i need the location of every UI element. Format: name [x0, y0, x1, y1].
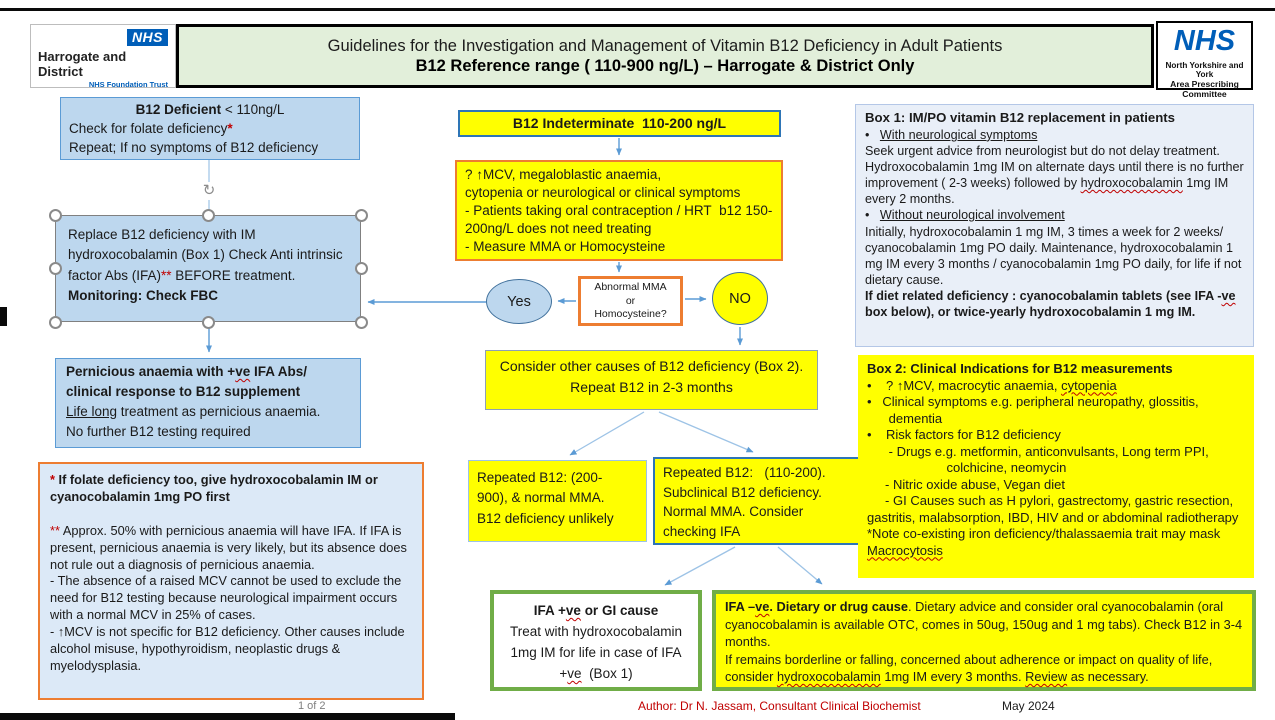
ifa-negative-main: IFA –ve. Dietary or drug cause. Dietary advice and consider oral cyanocobalamin (oral cyanocobalamin is available OTC, comes in 50ug, 150ug and 1 mg tabs). Check B12 in 3-4 months. — [725, 599, 1246, 650]
replace-b12-text: Replace B12 deficiency with IM hydroxocobalamin (Box 1) Check Anti intrinsic factor Abs (IFA)** BEFORE treatment. Monitoring: Check FBC — [68, 227, 347, 303]
b12-deficient-box[interactable]: B12 Deficient < 110ng/L Check for folate deficiency* Repeat; If no symptoms of B12 deficiency — [60, 97, 360, 160]
pernicious-anaemia-box[interactable]: Pernicious anaemia with +ve IFA Abs/ clinical response to B12 supplement Life long treatment as pernicious anaemia. No further B12 testing required — [55, 358, 361, 448]
nhs-harrogate-logo — [30, 24, 176, 88]
footnote-ifa: ** Approx. 50% with pernicious anaemia will have IFA. If IFA is present, pernicious anaemia is very likely, but its absence does not rule out a diagnosis of pernicious anaemia. — [50, 522, 411, 572]
yes-ellipse[interactable]: Yes — [486, 279, 552, 324]
replace-b12-box-selected[interactable] — [55, 215, 361, 322]
selection-handle[interactable] — [355, 209, 368, 222]
page-title — [176, 24, 1154, 88]
box1-diet-note: If diet related deficiency : cyanocobalamin tablets (see IFA -ve box below), or twice-yearly hydroxocobalamin 1 mg IM. — [865, 288, 1239, 320]
b12-indeterminate-box[interactable]: B12 Indeterminate 110-200 ng/L — [458, 110, 781, 137]
author-credit: Author: Dr N. Jassam, Consultant Clinical Biochemist — [638, 699, 921, 713]
logo-org-subtitle: NHS Foundation Trust — [88, 80, 168, 89]
selection-handle[interactable] — [355, 262, 368, 275]
box1-neuro-body: Seek urgent advice from neurologist but do not delay treatment. Hydroxocobalamin 1mg IM on alternate days until there is no further improvement ( 2-3 weeks) followed by hydroxocobalamin 1mg IM every 2 months. — [865, 144, 1248, 207]
repeated-b12-subclinical-box[interactable]: Repeated B12: (110-200). Subclinical B12 deficiency. Normal MMA. Consider checking IFA — [653, 457, 860, 545]
ifa-negative-box[interactable] — [712, 590, 1256, 691]
selection-handle[interactable] — [49, 209, 62, 222]
footnote-mcv-absence: - The absence of a raised MCV cannot be used to exclude the need for B12 testing because neurological impairment occurs with a normal MCV in 25% of cases. — [50, 573, 405, 623]
box1-no-neuro-body: Initially, hydroxocobalamin 1 mg IM, 3 times a week for 2 weeks/ cyanocobalamin 1mg PO daily. Maintenance, hydroxocobalamin 1 mg IM every 3 months / cyanocobalamin 1mg PO daily, for life if not dietary cause. — [865, 224, 1245, 287]
selection-handle[interactable] — [49, 262, 62, 275]
ifa-negative-followup: If remains borderline or falling, concerned about adherence or impact on quality of life, consider hydroxocobalamin 1mg IM every 3 months. Review as necessary. — [725, 651, 1216, 685]
box1-bullet-no-neuro: • Without neurological involvement — [865, 208, 1065, 223]
arrow-subclinical-to-ifa-negative — [778, 547, 822, 584]
box1-replacement-panel[interactable] — [855, 104, 1254, 347]
arrow-consider-to-repeat-subclinical — [659, 412, 753, 452]
repeated-b12-normal-box[interactable]: Repeated B12: (200- 900), & normal MMA. B12 deficiency unlikely — [468, 460, 647, 542]
selection-handle[interactable] — [202, 209, 215, 222]
symptoms-check-box[interactable]: ? ↑MCV, megaloblastic anaemia, cytopenia or neurological or clinical symptoms - Patients taking oral contraception / HRT b12 150- 200ng/L does not need treating - Measure MMA or Homocysteine — [455, 160, 783, 261]
footnote-folate: * If folate deficiency too, give hydroxocobalamin IM or cyanocobalamin 1mg PO first — [50, 472, 382, 504]
nhs-logo-icon: NHS — [127, 29, 168, 46]
arrow-consider-to-repeat-normal — [570, 412, 644, 455]
title-line-2: B12 Reference range ( 110-900 ng/L) – Harrogate & District Only — [415, 56, 915, 75]
nhs-logo-icon: NHS — [1173, 25, 1236, 57]
arrow-subclinical-to-ifa-positive — [665, 547, 735, 585]
box1-bullet-neuro: • With neurological symptoms — [865, 127, 1038, 142]
abnormal-mma-decision-box[interactable]: Abnormal MMA or Homocysteine? — [578, 276, 683, 326]
page-number: 1 of 2 — [298, 700, 326, 712]
nhs-nyy-logo — [1156, 21, 1253, 99]
consider-other-causes-box[interactable]: Consider other causes of B12 deficiency (Box 2). Repeat B12 in 2-3 months — [485, 350, 818, 410]
selection-handle[interactable] — [202, 316, 215, 329]
ifa-positive-box[interactable]: IFA +ve or GI cause Treat with hydroxocobalamin 1mg IM for life in case of IFA +ve (Box 1) — [490, 590, 702, 691]
logo-org-name: North Yorkshire and York — [1165, 61, 1244, 79]
logo-org-subtitle: Area Prescribing Committee — [1170, 79, 1239, 99]
selection-handle[interactable] — [49, 316, 62, 329]
box2-indications-panel[interactable]: Box 2: Clinical Indications for B12 measurements • ? ↑MCV, macrocytic anaemia, cytopenia • Clinical symptoms e.g. peripheral neuropathy, glossitis, dementia • Risk factors for B12 deficiency - Drugs e.g. metformin, anticonvulsants, Long term PPI, colchicine, neomycin - Nitric oxide abuse, Vegan diet - GI Causes such as H pylori, gastrectomy, gastric resection, gastritis, malabsorption, IBD, HIV and or abdominal radiotherapy *Note co-existing iron deficiency/thalassaemia trait may mask Macrocytosis — [858, 355, 1254, 578]
logo-org-name: Harrogate and District — [38, 49, 127, 79]
selection-handle[interactable] — [355, 316, 368, 329]
rotate-handle-icon[interactable]: ↻ — [200, 182, 218, 200]
left-edge-mark — [0, 307, 7, 326]
no-ellipse[interactable]: NO — [712, 272, 768, 325]
title-line-1: Guidelines for the Investigation and Management of Vitamin B12 Deficiency in Adult Patients — [327, 36, 1003, 55]
bottom-border-bar — [0, 713, 455, 720]
document-date: May 2024 — [1002, 699, 1055, 713]
top-border-line — [0, 8, 1275, 11]
footnote-mcv-nonspecific: - ↑MCV is not specific for B12 deficiency. Other causes include alcohol misuse, hypothyroidism, neoplastic drugs & myelodysplasia. — [50, 624, 409, 673]
box1-title: Box 1: IM/PO vitamin B12 replacement in patients — [865, 110, 1175, 125]
footnotes-box[interactable] — [38, 462, 424, 700]
